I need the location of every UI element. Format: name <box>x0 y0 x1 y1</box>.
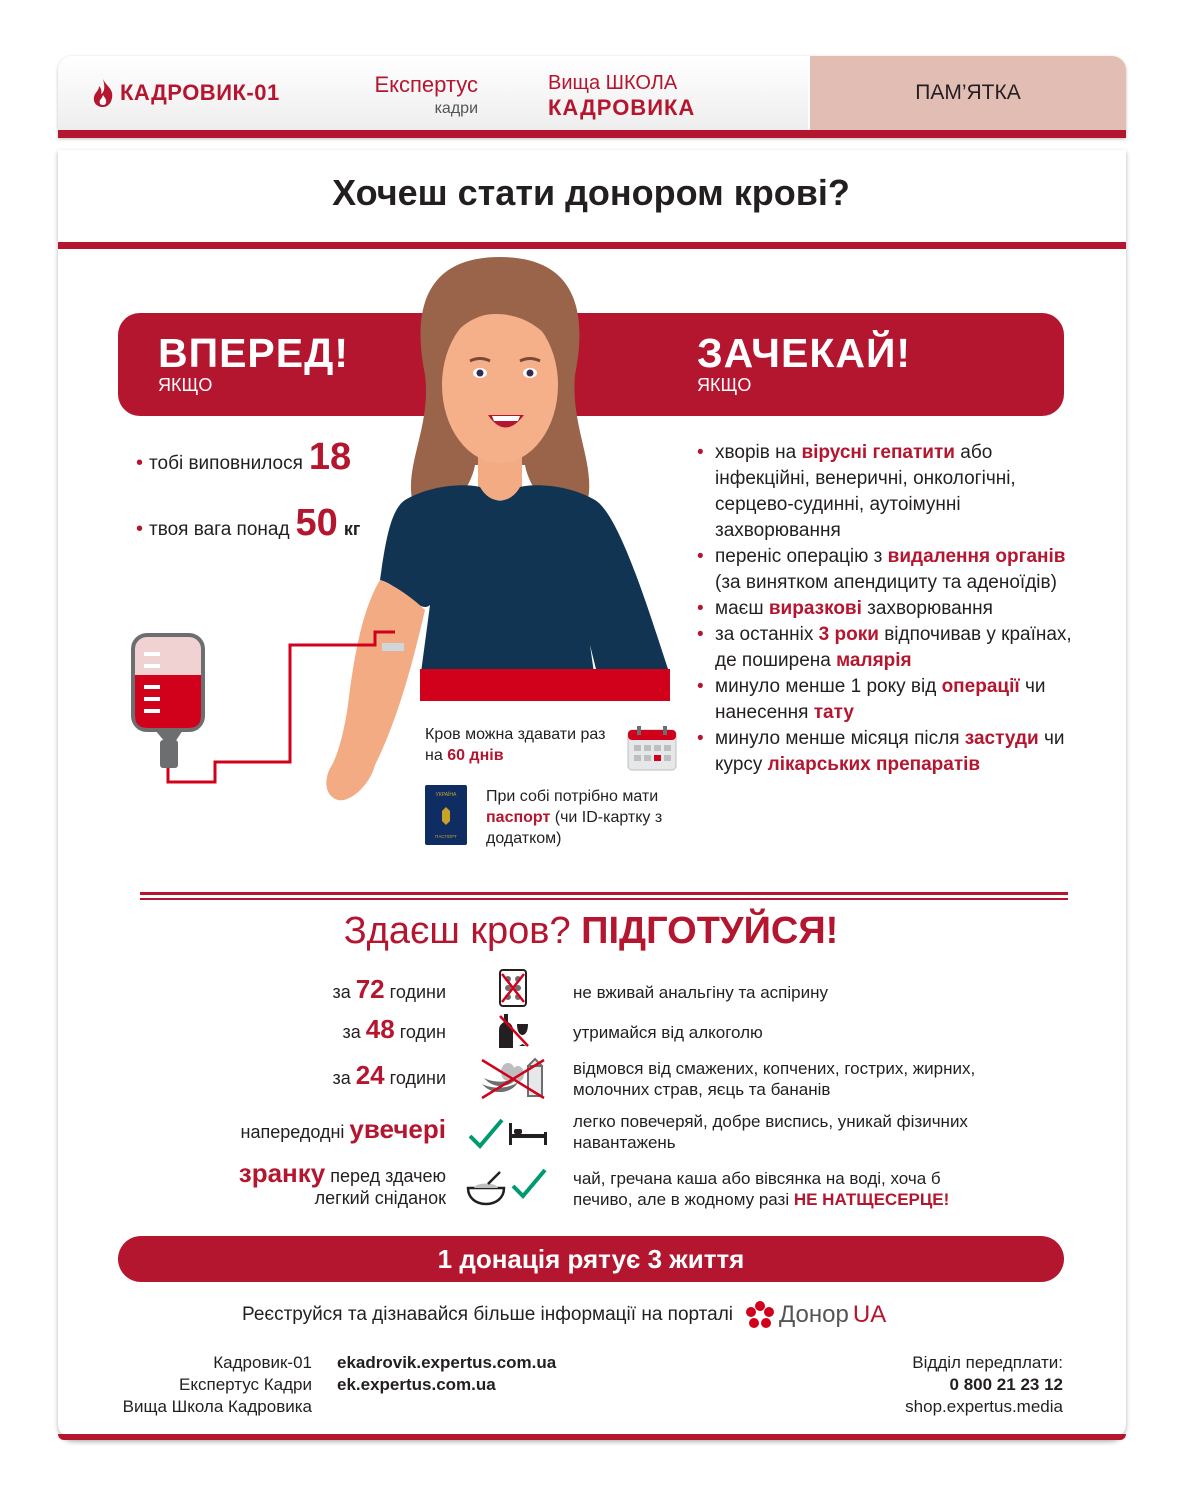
prep-row-24-label <box>332 1060 446 1090</box>
go-item-weight <box>136 502 360 545</box>
prepare-title <box>0 910 1182 953</box>
passport-note <box>486 786 681 849</box>
prep-row-evening-label <box>240 1114 447 1144</box>
footer-name: Вища Школа Кадровика <box>122 1397 312 1416</box>
go-heading: ВПЕРЕД! <box>158 330 349 376</box>
donor-ua-logo[interactable] <box>745 1300 886 1330</box>
donation-interval-note <box>425 724 620 766</box>
prep-row-72-text: не вживай анальгіну та аспірину <box>573 983 828 1002</box>
wait-list-item <box>697 596 1077 622</box>
wait-list-item <box>697 674 1077 726</box>
donation-saves-text: 1 донація рятує 3 життя <box>437 1243 745 1274</box>
donation-saves-bar <box>118 1236 1064 1282</box>
flower-icon <box>745 1300 775 1330</box>
wait-heading: ЗАЧЕКАЙ! <box>697 330 912 376</box>
flame-icon <box>90 78 116 108</box>
wait-item-text: минуло менше місяця після <box>715 728 965 749</box>
go-item-age <box>136 436 351 479</box>
title-divider <box>58 242 1126 249</box>
donor-logo-text: Донор <box>779 1301 849 1328</box>
footer-url-link[interactable]: ek.expertus.com.ua <box>337 1375 496 1394</box>
row-post2: легкий сніданок <box>314 1188 446 1208</box>
row-post: годин <box>399 1022 446 1042</box>
memo-label: ПАМ’ЯТКА <box>915 81 1021 104</box>
prep-row-morning-text <box>573 1168 1003 1210</box>
bullet-icon: • <box>136 518 144 540</box>
section-divider <box>140 892 1068 900</box>
page-title: Хочеш стати донором крові? <box>332 172 850 213</box>
prep-row-morning-label <box>238 1158 446 1209</box>
wait-item-text: чи курсу <box>715 728 1065 775</box>
wait-item-highlight: лікарських препаратів <box>767 754 981 775</box>
wait-item-highlight: вірусні гепатити <box>801 442 955 463</box>
donor-logo-ua: UA <box>852 1301 887 1328</box>
wait-item-text: (за винятком апендициту та аденоїдів) <box>715 572 1057 593</box>
prep-row-evening-text: легко повечеряй, добре виспись, уникай фізичних навантажень <box>573 1112 968 1152</box>
wait-subheading: ЯКЩО <box>697 375 752 395</box>
go-item-value: 18 <box>308 436 352 478</box>
prep-row-48-text: утримайся від алкоголю <box>573 1023 763 1042</box>
row-pre: напередодні <box>240 1122 345 1142</box>
row-post: перед здачею <box>330 1166 446 1186</box>
row-num: увечері <box>349 1114 446 1144</box>
passport-icon <box>425 785 467 845</box>
no-alcohol-icon <box>498 1012 530 1050</box>
row-post: години <box>389 1068 446 1088</box>
passport-text-rest: (чи ID-картку з додатком) <box>486 809 663 847</box>
wait-item-highlight: 3 роки <box>818 624 879 645</box>
go-item-text: твоя вага понад <box>149 519 290 540</box>
wait-item-highlight: тату <box>813 702 854 723</box>
check-icon <box>511 1168 547 1200</box>
row-num: 72 <box>355 974 385 1004</box>
wait-item-highlight: застуди <box>964 728 1039 749</box>
prepare-title-normal: Здаєш кров? <box>343 910 582 952</box>
shop-link[interactable]: shop.expertus.media <box>905 1397 1063 1416</box>
row-text: чай, гречана каша або вівсянка на воді, хоча б печиво, але в жодному разі <box>573 1169 941 1209</box>
calendar-icon <box>627 725 677 771</box>
row-num: зранку <box>238 1158 326 1188</box>
prep-row-24-text: відмовся від смажених, копчених, гострих, жирних, молочних страв, яєць та бананів <box>573 1059 976 1099</box>
wait-list-item <box>697 440 1077 544</box>
kadrovik-logo[interactable] <box>90 78 280 108</box>
wait-item-highlight: видалення органів <box>887 546 1066 567</box>
go-item-text: тобі виповнилося <box>149 453 303 474</box>
footer-name: Кадровик-01 <box>213 1353 312 1372</box>
school-logo-line2: КАДРОВИКА <box>548 95 696 120</box>
no-fatty-food-icon <box>478 1056 548 1102</box>
wait-list-item <box>697 544 1077 596</box>
wait-item-text: минуло менше 1 року від <box>715 676 942 697</box>
row-emph: НЕ НАТЩЕСЕРЦЕ! <box>793 1190 950 1209</box>
passport-text: При собі потрібно мати <box>486 788 659 805</box>
wait-item-text: захворювання <box>861 598 993 619</box>
school-logo[interactable] <box>548 72 695 121</box>
expertus-logo[interactable] <box>348 72 478 118</box>
passport-value: паспорт <box>486 809 551 826</box>
header-underline <box>58 130 1126 138</box>
row-num: 48 <box>365 1014 395 1044</box>
wait-list-item <box>697 726 1077 778</box>
go-subheading: ЯКЩО <box>158 375 213 395</box>
kadrovik-logo-text: КАДРОВИК-01 <box>120 80 280 105</box>
wait-item-highlight: малярія <box>836 650 912 671</box>
subscription-title: Відділ передплати: <box>912 1353 1063 1372</box>
header-bar <box>58 56 1126 138</box>
memo-tab[interactable] <box>808 56 1126 130</box>
prep-row-48-label <box>342 1014 446 1044</box>
row-pre: за <box>342 1022 361 1042</box>
prepare-title-bold: ПІДГОТУЙСЯ! <box>581 910 839 952</box>
wait-item-text: переніс операцію з <box>715 546 888 567</box>
passport-country: УКРАЇНА <box>435 792 457 798</box>
bed-icon <box>508 1122 548 1146</box>
wait-list-item <box>697 622 1077 674</box>
pills-crossed-icon <box>498 968 528 1008</box>
wait-item-text: маєш <box>715 598 769 619</box>
footer-urls <box>337 1352 556 1396</box>
row-post: години <box>389 982 446 1002</box>
go-item-value: 50 <box>295 502 338 544</box>
go-item-unit: кг <box>343 519 361 539</box>
passport-word: ПАСПОРТ <box>435 834 457 839</box>
expertus-logo-line1: Експертус <box>374 72 478 97</box>
interval-text: Кров можна здавати раз на <box>425 726 606 764</box>
wait-list <box>697 440 1077 778</box>
school-logo-line1: Вища ШКОЛА <box>548 72 678 94</box>
register-text: Реєструйся та дізнавайся більше інформації на порталі <box>242 1304 734 1325</box>
wait-item-highlight: операції <box>941 676 1020 697</box>
footer-url-link[interactable]: ekadrovik.expertus.com.ua <box>337 1353 557 1372</box>
wait-item-text: або інфекційні, венеричні, онкологічні, серцево-судинні, аутоімунні захворювання <box>715 442 1016 541</box>
footer-subscription <box>905 1352 1063 1418</box>
row-pre: за <box>332 982 351 1002</box>
porridge-bowl-icon <box>466 1170 506 1208</box>
row-num: 24 <box>355 1060 385 1090</box>
row-pre: за <box>332 1068 351 1088</box>
bullet-icon: • <box>136 452 144 474</box>
card-bottom-line <box>58 1434 1126 1440</box>
footer-name: Експертус Кадри <box>179 1375 312 1394</box>
subscription-phone[interactable]: 0 800 21 23 12 <box>949 1375 1063 1394</box>
register-line <box>242 1300 886 1330</box>
wait-item-text: чи нанесення <box>715 676 1046 723</box>
footer-publications <box>123 1352 312 1418</box>
wait-item-text: за останніх <box>715 624 819 645</box>
interval-value: 60 днів <box>447 747 504 764</box>
expertus-logo-line2: кадри <box>434 100 478 117</box>
blood-bag-icon <box>130 630 400 790</box>
wait-item-text: відпочивав у країнах, де поширена <box>715 624 1072 671</box>
check-icon <box>468 1118 504 1150</box>
wait-item-text: хворів на <box>715 442 802 463</box>
prep-row-72-label <box>332 974 446 1004</box>
wait-item-highlight: виразкові <box>768 598 862 619</box>
